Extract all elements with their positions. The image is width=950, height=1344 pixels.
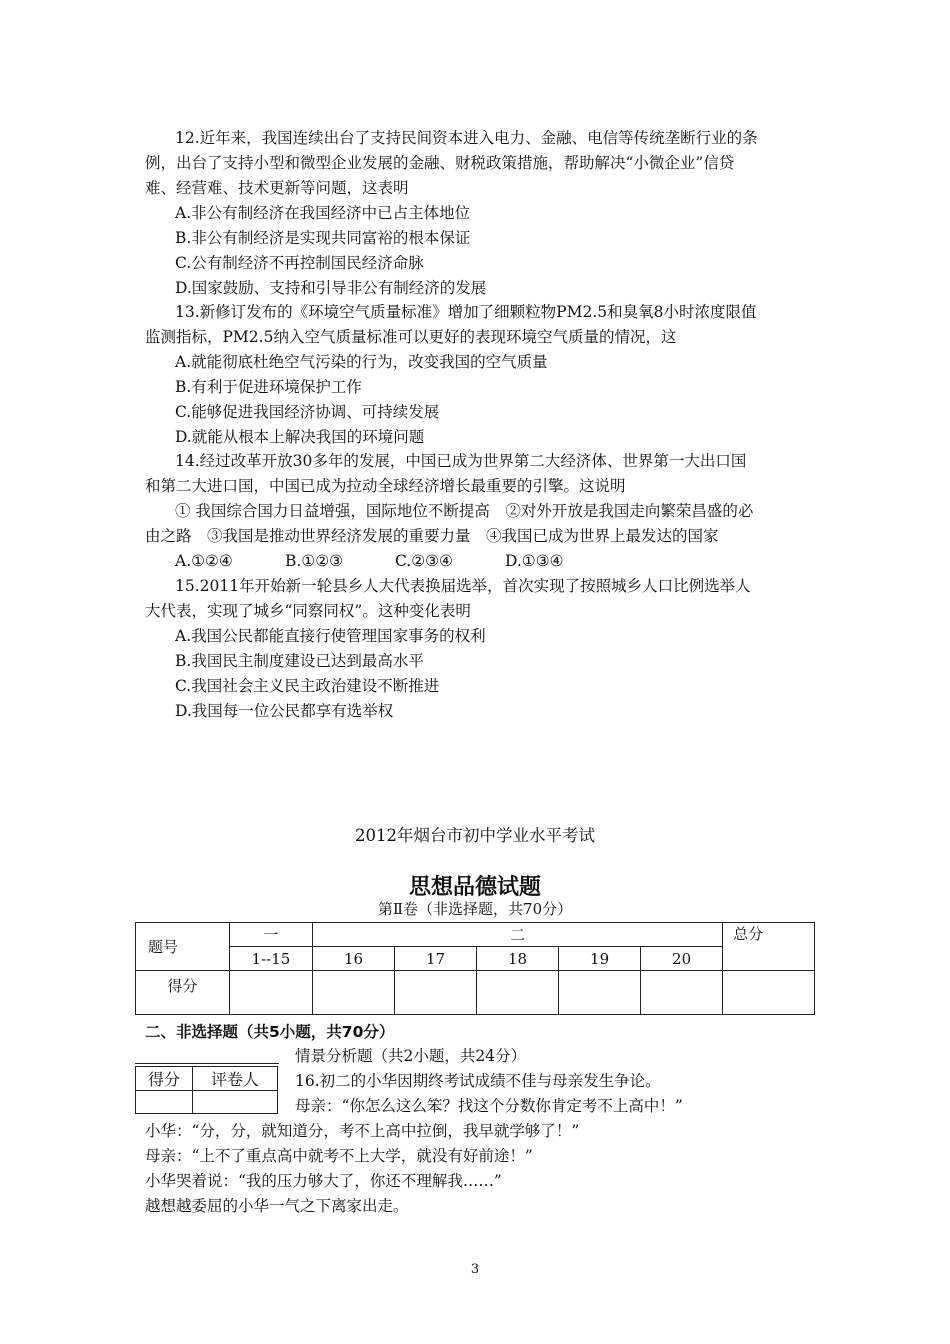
q14-option-b: B.①②③: [285, 552, 344, 570]
score-table-total-header: 总分: [723, 923, 815, 971]
score-table-col-19: 19: [559, 947, 641, 971]
q15-option-d: D.我国每一位公民都享有选举权: [175, 702, 394, 720]
score-cell-1-15[interactable]: [229, 971, 312, 1015]
score-cell-20[interactable]: [641, 971, 723, 1015]
score-cell-total[interactable]: [723, 971, 815, 1015]
grader-name-cell[interactable]: [193, 1091, 278, 1114]
q14-stem-line-2: 和第二大进口国，中国已成为拉动全球经济增长最重要的引擎。这说明: [145, 477, 626, 495]
q12-option-b: B.非公有制经济是实现共同富裕的根本保证: [175, 229, 471, 247]
score-table-col-1-15: 1--15: [229, 947, 312, 971]
q16-line-3: 小华：“分，分，就知道分，考不上高中拉倒，我早就学够了！”: [145, 1122, 580, 1140]
subject-title: 思想品德试题: [408, 875, 541, 900]
score-cell-19[interactable]: [559, 971, 641, 1015]
page-number: 3: [470, 1262, 480, 1277]
grader-name-label: 评卷人: [193, 1067, 278, 1091]
q13-option-b: B.有利于促进环境保护工作: [175, 378, 362, 396]
q13-option-a: A.就能彻底杜绝空气污染的行为，改变我国的空气质量: [175, 353, 548, 371]
score-table-col-16: 16: [313, 947, 395, 971]
q14-option-a: A.①②④: [175, 552, 233, 570]
q16-line-2: 母亲：“你怎么这么笨？找这个分数你肯定考不上高中！”: [295, 1097, 683, 1115]
q13-option-d: D.就能从根本上解决我国的环境问题: [175, 428, 425, 446]
q14-statements-line-1: ① 我国综合国力日益增强，国际地位不断提高 ②对外开放是我国走向繁荣昌盛的必: [175, 502, 754, 520]
q14-stem-line-1: 14.经过改革开放30多年的发展，中国已成为世界第二大经济体、世界第一大出口国: [175, 452, 747, 470]
grader-box: [135, 1066, 278, 1114]
score-table: [135, 922, 815, 1015]
scenario-title: 情景分析题（共2小题，共24分）: [295, 1047, 527, 1065]
q12-option-a: A.非公有制经济在我国经济中已占主体地位: [175, 204, 471, 222]
score-table-col-20: 20: [641, 947, 723, 971]
paper-info: 第Ⅱ卷（非选择题，共70分）: [377, 900, 573, 918]
q12-option-d: D.国家鼓励、支持和引导非公有制经济的发展: [175, 279, 487, 297]
score-cell-16[interactable]: [313, 971, 395, 1015]
exam-title: 2012年烟台市初中学业水平考试: [355, 826, 595, 845]
q13-stem-line-2: 监测指标，PM2.5纳入空气质量标准可以更好的表现环境空气质量的情况，这: [145, 328, 677, 346]
score-table-tihao-header: 题号: [136, 923, 230, 971]
score-table-part-two-header: 二: [313, 923, 723, 947]
q16-line-4: 母亲：“上不了重点高中就考不上大学，就没有好前途！”: [145, 1147, 533, 1165]
score-table-defen-label: 得分: [136, 971, 230, 1015]
q15-option-c: C.我国社会主义民主政治建设不断推进: [175, 677, 440, 695]
q13-stem-line-1: 13.新修订发布的《环境空气质量标准》增加了细颗粒物PM2.5和臭氧8小时浓度限值: [175, 303, 757, 321]
score-cell-17[interactable]: [395, 971, 477, 1015]
q14-statements-line-2: 由之路 ③我国是推动世界经济发展的重要力量 ④我国已成为世界上最发达的国家: [145, 527, 719, 545]
q12-stem-line-2: 例，出台了支持小型和微型企业发展的金融、财税政策措施，帮助解决“小微企业”信贷: [145, 154, 735, 172]
q13-option-c: C.能够促进我国经济协调、可持续发展: [175, 403, 440, 421]
q16-line-1: 16.初二的小华因期终考试成绩不佳与母亲发生争论。: [295, 1072, 661, 1090]
q15-option-b: B.我国民主制度建设已达到最高水平: [175, 652, 424, 670]
score-table-col-17: 17: [395, 947, 477, 971]
q15-stem-line-2: 大代表，实现了城乡“同察同权”。这种变化表明: [145, 602, 471, 620]
section-heading: 二、非选择题（共5小题，共70分）: [145, 1023, 395, 1041]
q16-line-5: 小华哭着说：“我的压力够大了，你还不理解我……”: [145, 1172, 502, 1190]
score-cell-18[interactable]: [477, 971, 559, 1015]
score-table-part-one-header: 一: [229, 923, 312, 947]
q15-option-a: A.我国公民都能直接行使管理国家事务的权利: [175, 627, 486, 645]
q12-option-c: C.公有制经济不再控制国民经济命脉: [175, 254, 424, 272]
q12-stem-line-1: 12.近年来，我国连续出台了支持民间资本进入电力、金融、电信等传统垄断行业的条: [175, 129, 758, 147]
grader-score-cell[interactable]: [136, 1091, 193, 1114]
score-table-col-18: 18: [477, 947, 559, 971]
q14-option-c: C.②③④: [395, 552, 453, 570]
q14-option-d: D.①③④: [505, 552, 564, 570]
grader-box-top-rule: [135, 1063, 279, 1064]
q12-stem-line-3: 难、经营难、技术更新等问题，这表明: [145, 179, 409, 197]
q15-stem-line-1: 15.2011年开始新一轮县乡人大代表换届选举，首次实现了按照城乡人口比例选举人: [175, 577, 751, 595]
grader-score-label: 得分: [136, 1067, 193, 1091]
q16-line-6: 越想越委屈的小华一气之下离家出走。: [145, 1197, 409, 1215]
